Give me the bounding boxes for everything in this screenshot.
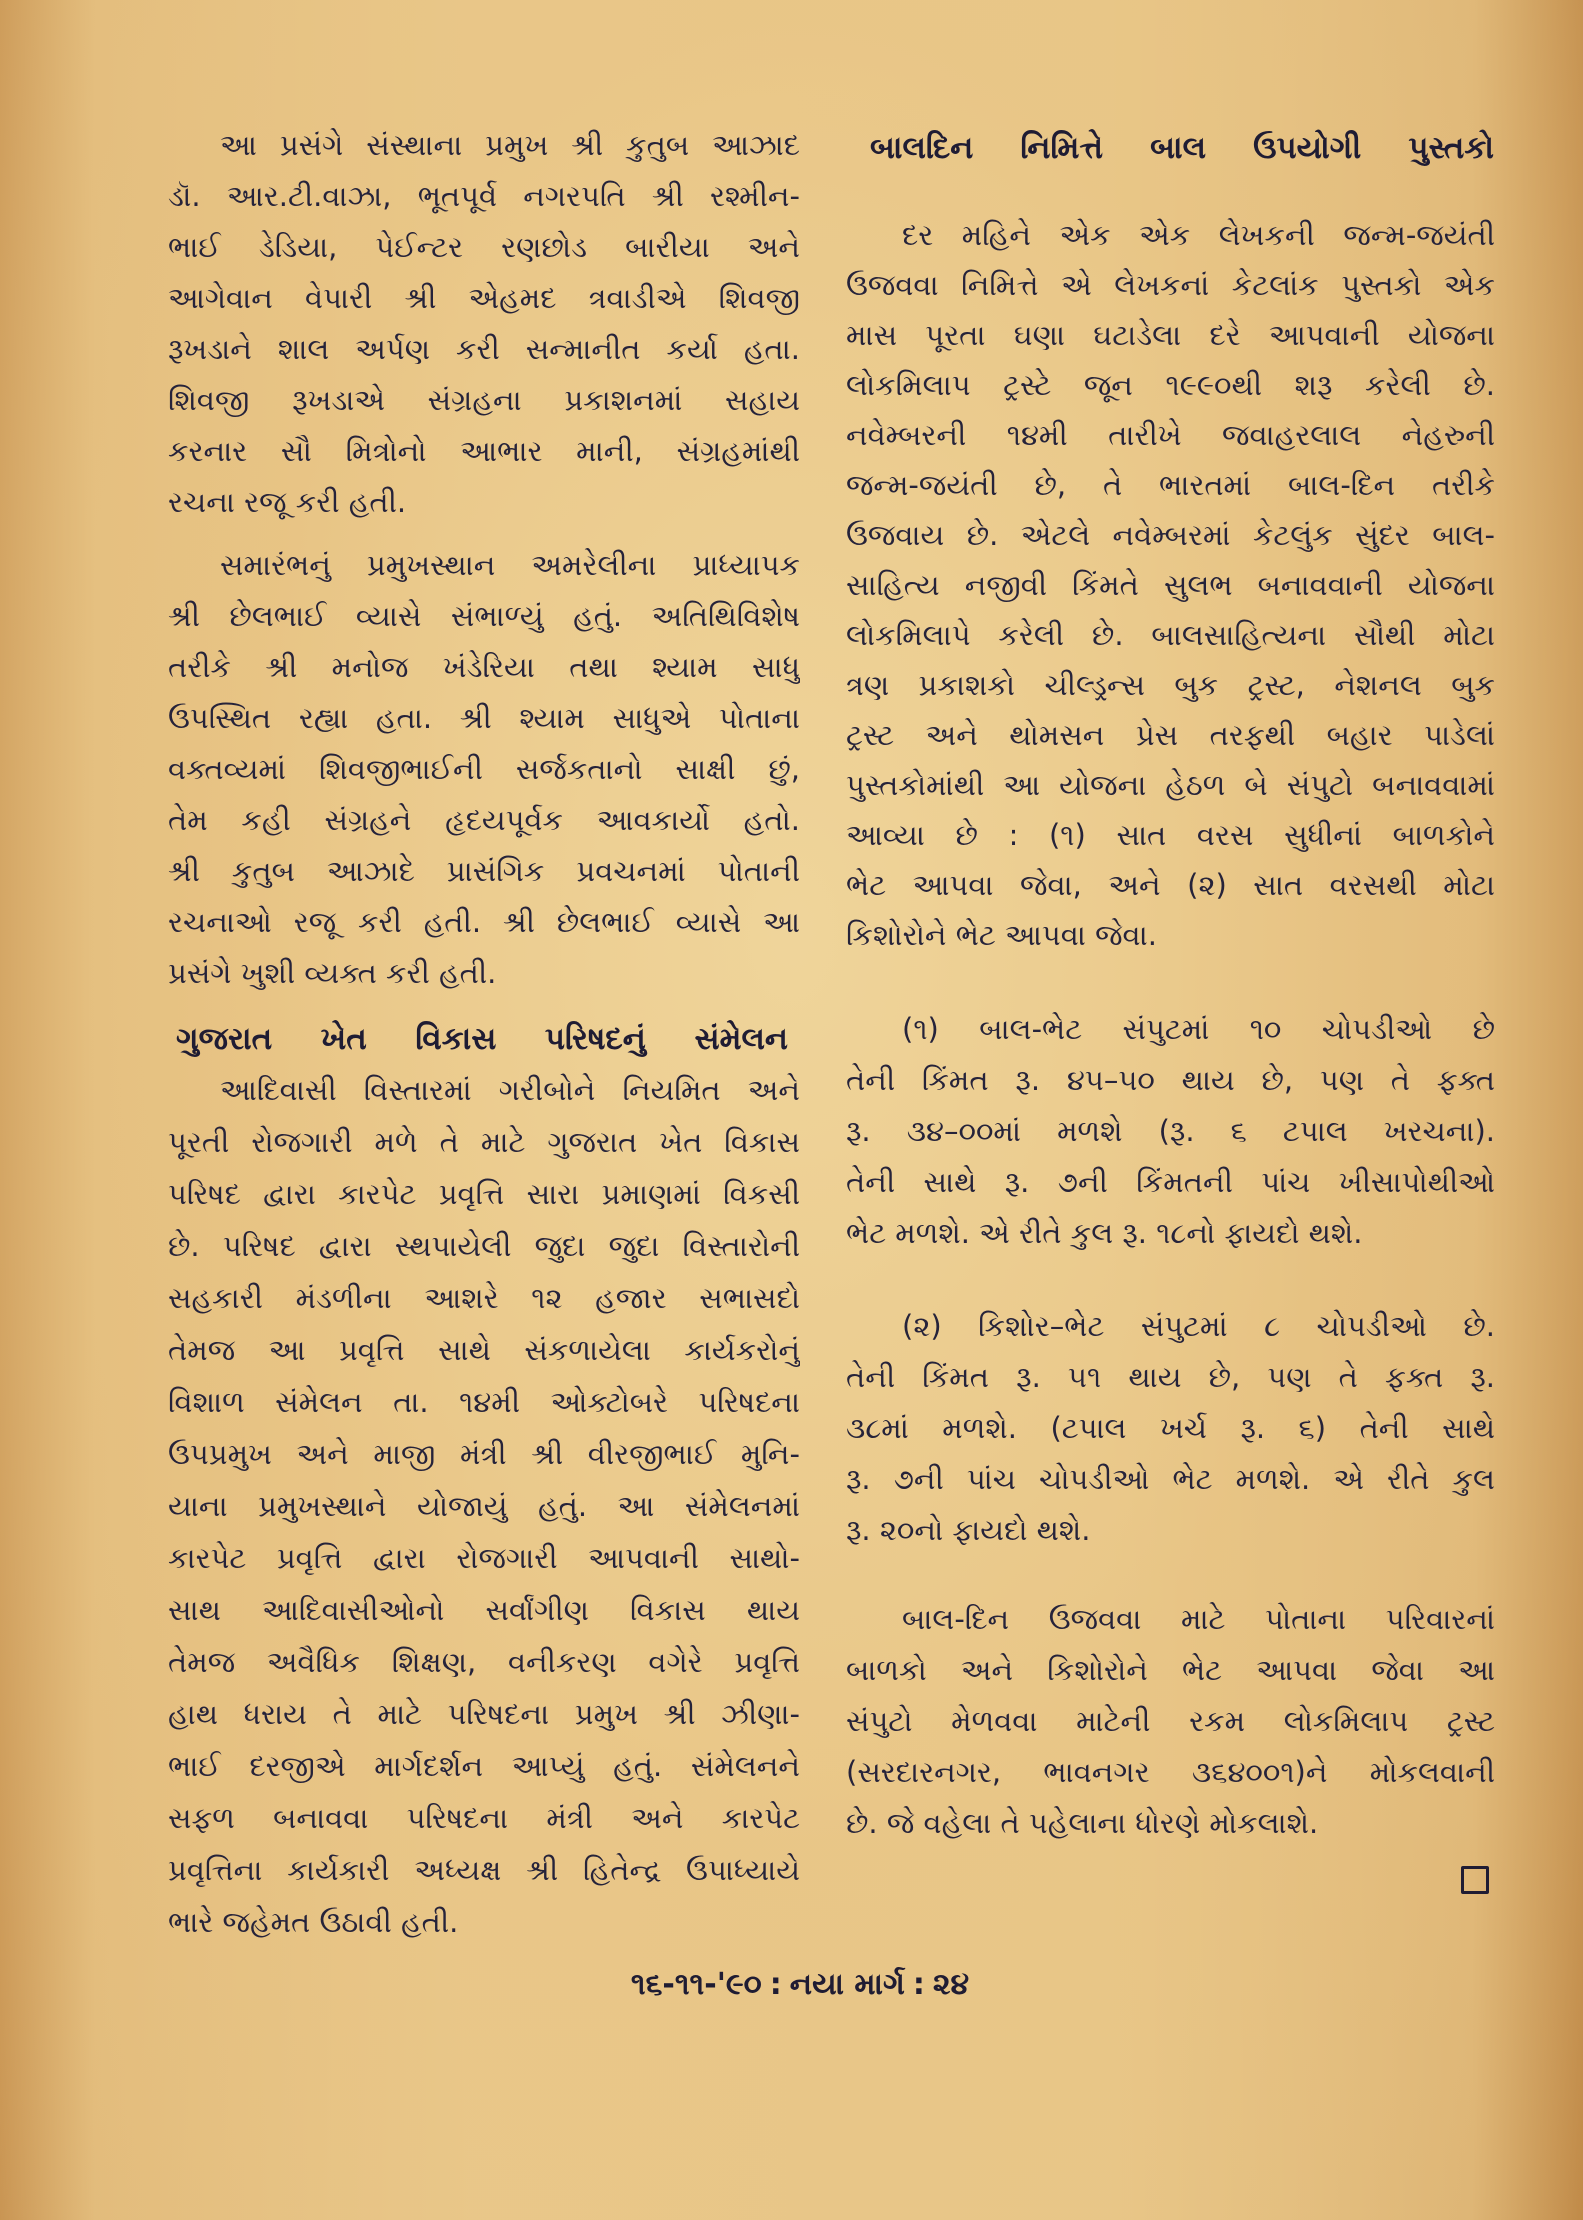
- text-line: ભારે જહેમત ઉઠાવી હતી.: [168, 1905, 459, 1939]
- text-line: ભાઈ દરજીએ માર્ગદર્શન આપ્યું હતું. સંમેલનને: [168, 1749, 800, 1783]
- text-line: ઉજવાય છે. એટલે નવેમ્બરમાં કેટલુંક સુંદર બાલ-: [846, 518, 1495, 552]
- text-line: આગેવાન વેપારી શ્રી એહમદ ત્રવાડીએ શિવજી: [168, 281, 800, 315]
- text-line: તેની સાથે રૂ. ૭ની કિંમતની પાંચ ખીસાપોથીઓ: [846, 1165, 1495, 1199]
- footer-page-number: ૨૪: [932, 1967, 970, 2002]
- text-line: રચના રજૂ કરી હતી.: [168, 485, 407, 519]
- text-line: (સરદારનગર, ભાવનગર ૩૬૪૦૦૧)ને મોકલવાની: [846, 1755, 1495, 1789]
- left-paragraph-2: [168, 540, 800, 999]
- text-line: યાના પ્રમુખસ્થાને યોજાયું હતું. આ સંમેલનમાં: [168, 1489, 800, 1523]
- text-line: શ્રી કુતુબ આઝાદે પ્રાસંગિક પ્રવચનમાં પોતાની: [168, 854, 800, 888]
- text-line: રૂ. ૩૪–૦૦માં મળશે (રૂ. ૬ ટપાલ ખરચના).: [846, 1114, 1495, 1148]
- text-line: આવ્યા છે : (૧) સાત વરસ સુધીનાં બાળકોને: [846, 818, 1495, 852]
- page-footer: [560, 1958, 1040, 2012]
- text-line: ભાઈ ડેડિયા, પેઈન્ટર રણછોડ બારીયા અને: [168, 230, 800, 264]
- text-line: પરિષદ દ્વારા કારપેટ પ્રવૃત્તિ સારા પ્રમાણમાં વિકસી: [168, 1177, 800, 1211]
- text-line: વિશાળ સંમેલન તા. ૧૪મી ઓક્ટોબરે પરિષદના: [168, 1385, 800, 1419]
- text-line: આ પ્રસંગે સંસ્થાના પ્રમુખ શ્રી કુતુબ આઝાદ: [220, 128, 800, 162]
- text-line: પ્રસંગે ખુશી વ્યક્ત કરી હતી.: [168, 956, 497, 990]
- text-line: (૨) કિશોર–ભેટ સંપુટમાં ૮ ચોપડીઓ છે.: [902, 1309, 1495, 1343]
- text-line: જન્મ-જયંતી છે, તે ભારતમાં બાલ-દિન તરીકે: [846, 468, 1495, 502]
- left-paragraph-1: [168, 120, 800, 528]
- text-line: ભેટ મળશે. એ રીતે કુલ રૂ. ૧૮નો ફાયદો થશે.: [846, 1216, 1363, 1250]
- footer-separator: :: [769, 1967, 782, 2002]
- text-line: હાથ ધરાય તે માટે પરિષદના પ્રમુખ શ્રી ઝીણા-: [168, 1697, 800, 1731]
- text-line: સફળ બનાવવા પરિષદના મંત્રી અને કારપેટ: [168, 1801, 800, 1835]
- text-line: પ્રવૃત્તિના કાર્યકારી અધ્યક્ષ શ્રી હિતેન્દ્ર ઉપાધ્યાયે: [168, 1853, 800, 1887]
- text-line: સહકારી મંડળીના આશરે ૧૨ હજાર સભાસદો: [168, 1281, 800, 1315]
- text-line: બાલ-દિન ઉજવવા માટે પોતાના પરિવારનાં: [902, 1602, 1495, 1636]
- right-paragraph-4: [846, 1594, 1495, 1849]
- text-line: શ્રી છેલભાઈ વ્યાસે સંભાળ્યું હતું. અતિથિવિશેષ: [168, 599, 800, 633]
- text-line: આદિવાસી વિસ્તારમાં ગરીબોને નિયમિત અને: [220, 1073, 800, 1107]
- text-line: ૩૮માં મળશે. (ટપાલ ખર્ચ રૂ. ૬) તેની સાથે: [846, 1411, 1495, 1445]
- text-line: છે. પરિષદ દ્વારા સ્થપાયેલી જુદા જુદા વિસ્તારોની: [168, 1229, 800, 1263]
- text-line: શિવજી રૂખડાએ સંગ્રહના પ્રકાશનમાં સહાય: [168, 383, 800, 417]
- text-line: તેની કિંમત રૂ. ૫૧ થાય છે, પણ તે ફક્ત રૂ.: [846, 1360, 1495, 1394]
- text-line: છે. જે વહેલા તે પહેલાના ધોરણે મોકલાશે.: [846, 1806, 1319, 1840]
- text-line: પુસ્તકોમાંથી આ યોજના હેઠળ બે સંપુટો બનાવવામાં: [846, 768, 1495, 802]
- article-heading: બાલદિન નિમિત્તે બાલ ઉપયોગી પુસ્તકો: [870, 130, 1494, 166]
- end-mark-icon: [1461, 1866, 1489, 1894]
- text-line: તેમજ અવૈધિક શિક્ષણ, વનીકરણ વગેરે પ્રવૃત્તિ: [168, 1645, 800, 1679]
- text-line: કરનાર સૌ મિત્રોનો આભાર માની, સંગ્રહમાંથી: [168, 434, 800, 468]
- text-line: સંપુટો મેળવવા માટેની રકમ લોકમિલાપ ટ્રસ્ટ: [846, 1704, 1495, 1738]
- right-paragraph-3: [846, 1301, 1495, 1556]
- text-line: ડૉ. આર.ટી.વાઝા, ભૂતપૂર્વ નગરપતિ શ્રી રશ્મીન-: [168, 179, 800, 213]
- footer-magazine-title: નયા માર્ગ: [789, 1967, 905, 2002]
- text-line: બાળકો અને કિશોરોને ભેટ આપવા જેવા આ: [846, 1653, 1495, 1687]
- text-line: રચનાઓ રજૂ કરી હતી. શ્રી છેલભાઈ વ્યાસે આ: [168, 905, 800, 939]
- text-line: ટ્રસ્ટ અને થોમસન પ્રેસ તરફથી બહાર પાડેલાં: [846, 718, 1495, 752]
- text-line: કારપેટ પ્રવૃત્તિ દ્વારા રોજગારી આપવાની સાથો-: [168, 1541, 800, 1575]
- text-line: તરીકે શ્રી મનોજ ખંડેરિયા તથા શ્યામ સાધુ: [168, 650, 800, 684]
- footer-separator: :: [912, 1967, 925, 2002]
- text-line: સાહિત્ય નજીવી કિંમતે સુલભ બનાવવાની યોજના: [846, 568, 1495, 602]
- text-line: સમારંભનું પ્રમુખસ્થાન અમરેલીના પ્રાધ્યાપક: [220, 548, 800, 582]
- text-line: લોકમિલાપ ટ્રસ્ટે જૂન ૧૯૯૦થી શરૂ કરેલી છે.: [846, 368, 1495, 402]
- text-line: ત્રણ પ્રકાશકો ચીલ્ડ્રન્સ બુક ટ્રસ્ટ, નેશનલ બુક: [846, 668, 1495, 702]
- right-paragraph-2: [846, 1004, 1495, 1259]
- text-line: કિશોરોને ભેટ આપવા જેવા.: [846, 918, 1157, 952]
- text-line: ઉપપ્રમુખ અને માજી મંત્રી શ્રી વીરજીભાઈ મુનિ-: [168, 1437, 800, 1471]
- right-paragraph-1: [846, 210, 1495, 960]
- footer-date: ૧૬-૧૧-'૯૦: [630, 1967, 762, 2002]
- text-line: રૂ. ૨૦નો ફાયદો થશે.: [846, 1513, 1091, 1547]
- text-line: રૂખડાને શાલ અર્પણ કરી સન્માનીત કર્યા હતા.: [168, 332, 800, 366]
- text-line: વક્તવ્યમાં શિવજીભાઈની સર્જકતાનો સાક્ષી છું,: [168, 752, 800, 786]
- text-line: પૂરતી રોજગારી મળે તે માટે ગુજરાત ખેત વિકાસ: [168, 1125, 800, 1159]
- text-line: ભેટ આપવા જેવા, અને (૨) સાત વરસથી મોટા: [846, 868, 1495, 902]
- text-line: ઉપસ્થિત રહ્યા હતા. શ્રી શ્યામ સાધુએ પોતાના: [168, 701, 800, 735]
- text-line: લોકમિલાપે કરેલી છે. બાલસાહિત્યના સૌથી મોટા: [846, 618, 1495, 652]
- section-paragraph: [168, 1064, 800, 1948]
- text-line: તેમજ આ પ્રવૃત્તિ સાથે સંકળાયેલા કાર્યકરોનું: [168, 1333, 800, 1367]
- text-line: માસ પૂરતા ઘણા ઘટાડેલા દરે આપવાની યોજના: [846, 318, 1495, 352]
- text-line: સાથ આદિવાસીઓનો સર્વાંગીણ વિકાસ થાય: [168, 1593, 800, 1627]
- text-line: (૧) બાલ-ભેટ સંપુટમાં ૧૦ ચોપડીઓ છે: [902, 1012, 1495, 1046]
- section-heading: ગુજરાત ખેત વિકાસ પરિષદનું સંમેલન: [176, 1021, 788, 1057]
- text-line: રૂ. ૭ની પાંચ ચોપડીઓ ભેટ મળશે. એ રીતે કુલ: [846, 1462, 1495, 1496]
- text-line: નવેમ્બરની ૧૪મી તારીખે જવાહરલાલ નેહરુની: [846, 418, 1495, 452]
- text-line: ઉજવવા નિમિત્તે એ લેખકનાં કેટલાંક પુસ્તકો એક: [846, 268, 1495, 302]
- text-line: તેમ કહી સંગ્રહને હૃદયપૂર્વક આવકાર્યો હતો.: [168, 803, 800, 837]
- text-line: તેની કિંમત રૂ. ૪૫–૫૦ થાય છે, પણ તે ફક્ત: [846, 1063, 1495, 1097]
- text-line: દર મહિને એક એક લેખકની જન્મ-જયંતી: [902, 218, 1495, 252]
